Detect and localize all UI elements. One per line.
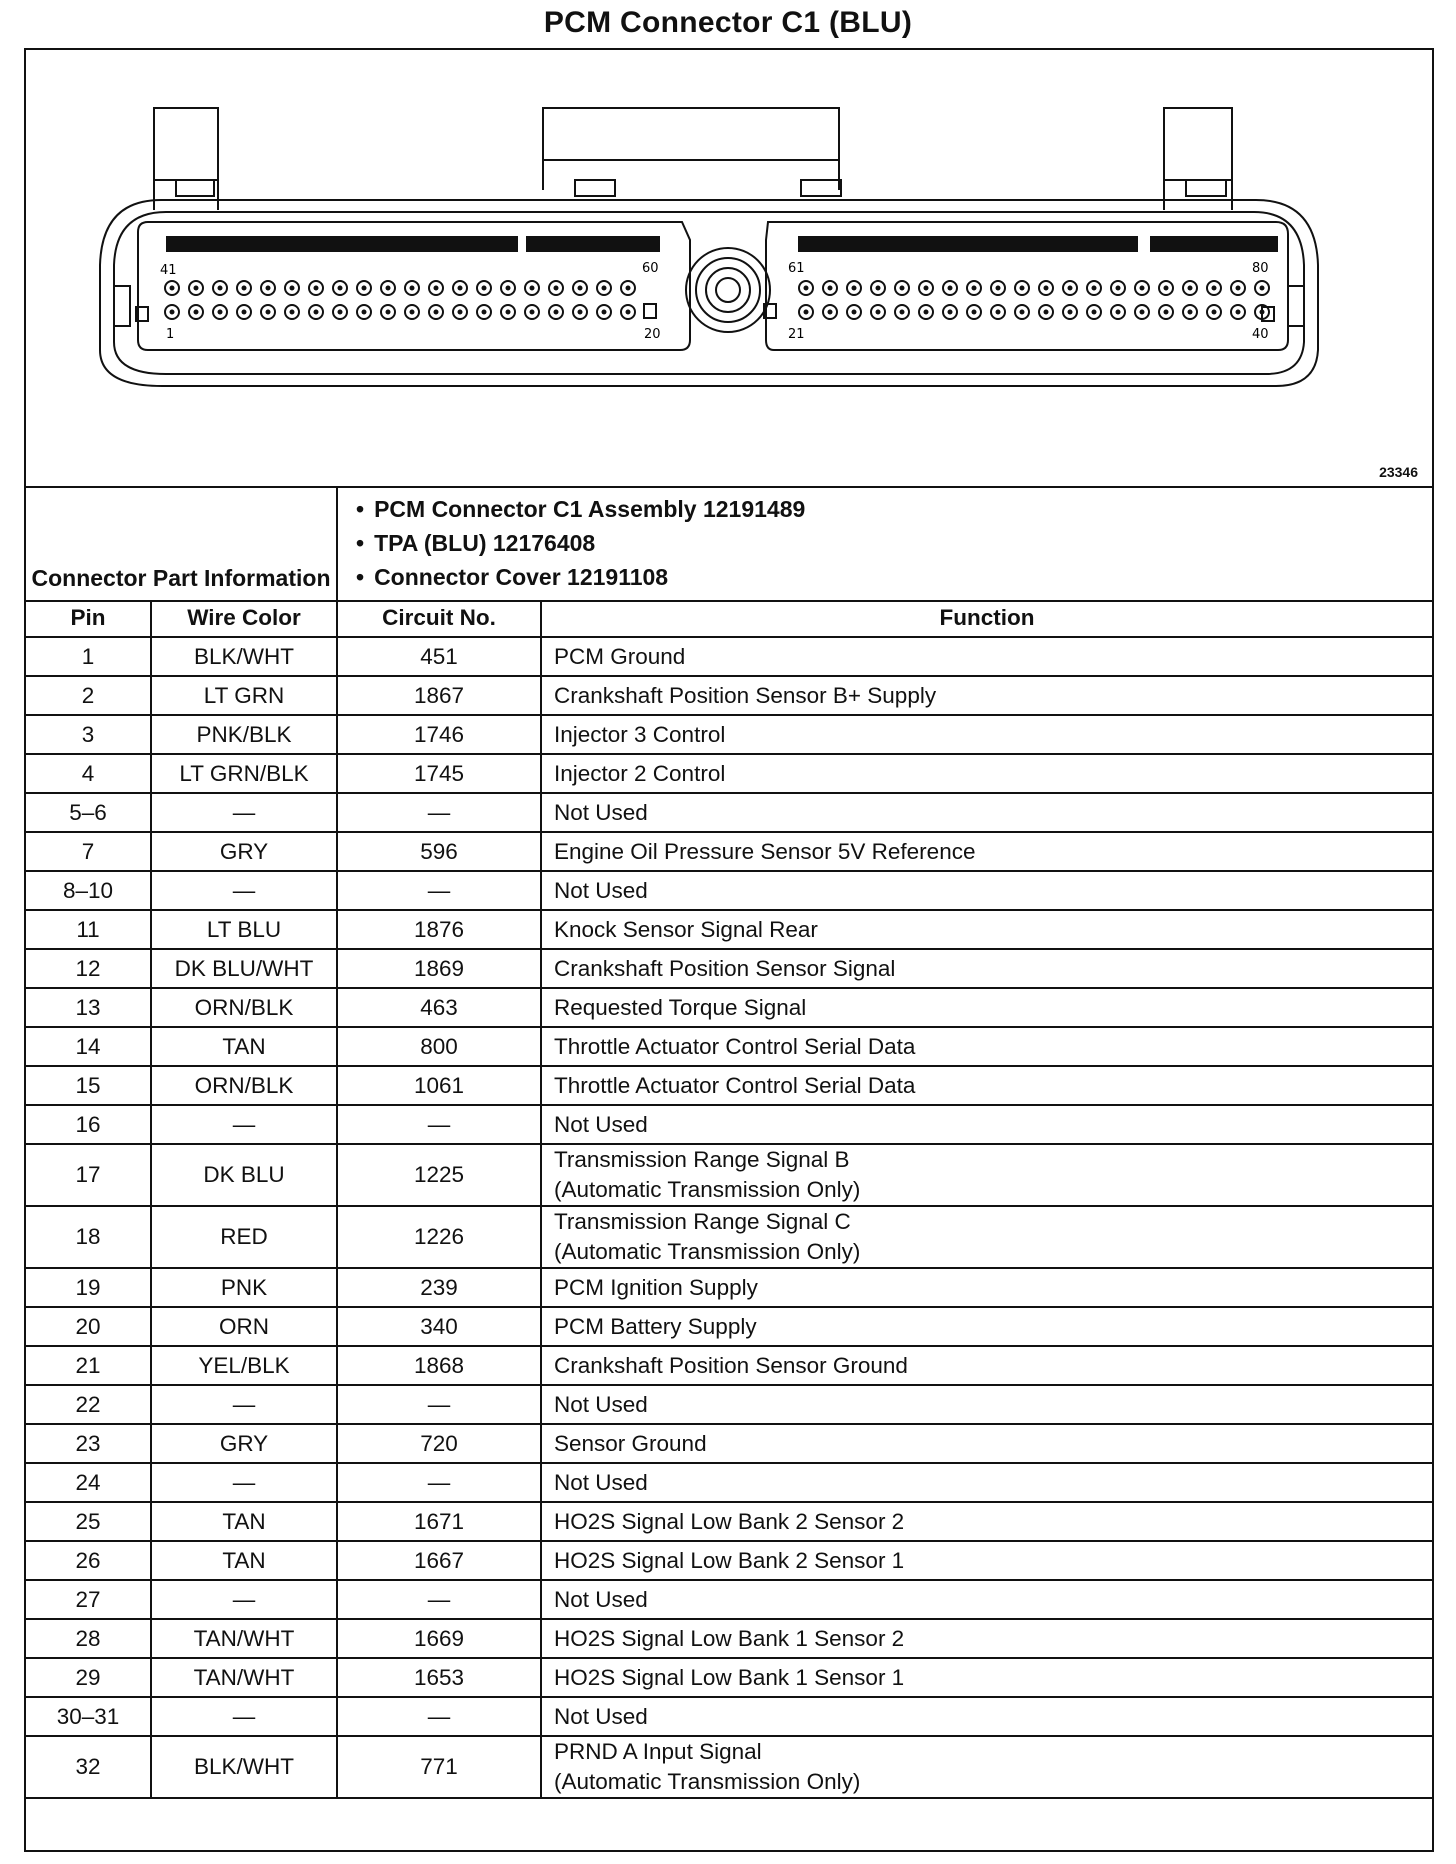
- pin-contact: [1020, 286, 1025, 291]
- circuit-cell: 596: [337, 832, 541, 871]
- function-cell: [541, 1580, 1432, 1619]
- pin-contact: [290, 286, 295, 291]
- pin-contact: [828, 286, 833, 291]
- wire-color-cell: LT GRN/BLK: [151, 754, 337, 793]
- wire-color-cell: ORN: [151, 1307, 337, 1346]
- table-row: [26, 1307, 1432, 1346]
- pin-cell: 8–10: [26, 871, 151, 910]
- pin-contact: [170, 310, 175, 315]
- function-cell: [541, 754, 1432, 793]
- circuit-cell: 1869: [337, 949, 541, 988]
- function-text: PRND A Input Signal: [554, 1739, 762, 1764]
- pin-contact: [1092, 286, 1097, 291]
- pin-cell: 12: [26, 949, 151, 988]
- function-cell: [541, 910, 1432, 949]
- pin-contact: [1212, 286, 1217, 291]
- pin-contact: [602, 310, 607, 315]
- pin-cell: 15: [26, 1066, 151, 1105]
- wire-color-cell: ORN/BLK: [151, 988, 337, 1027]
- pin-contact: [1068, 286, 1073, 291]
- pin-cell: 32: [26, 1736, 151, 1798]
- function-text: Not Used: [554, 1587, 648, 1612]
- pin-cell: 23: [26, 1424, 151, 1463]
- pin-contact: [314, 310, 319, 315]
- pin-cell: 14: [26, 1027, 151, 1066]
- wire-color-cell: BLK/WHT: [151, 1736, 337, 1798]
- pin-cell: 19: [26, 1268, 151, 1307]
- part-info-item: • Connector Cover 12191108: [356, 560, 805, 594]
- pin-contact: [506, 286, 511, 291]
- table-row: [26, 1658, 1432, 1697]
- table-row: [26, 871, 1432, 910]
- function-text: Throttle Actuator Control Serial Data: [554, 1073, 916, 1098]
- wire-color-cell: PNK: [151, 1268, 337, 1307]
- function-text: Not Used: [554, 1392, 648, 1417]
- function-text: HO2S Signal Low Bank 1 Sensor 2: [554, 1626, 905, 1651]
- function-text: Throttle Actuator Control Serial Data: [554, 1034, 916, 1059]
- function-text: Transmission Range Signal C: [554, 1209, 851, 1234]
- function-cell: [541, 1268, 1432, 1307]
- pin-contact: [876, 286, 881, 291]
- table-row: [26, 1736, 1432, 1798]
- pin-cell: 20: [26, 1307, 151, 1346]
- pin-cell: 5–6: [26, 793, 151, 832]
- table-row: [26, 1027, 1432, 1066]
- header-pin: Pin: [26, 600, 151, 637]
- function-cell: [541, 1541, 1432, 1580]
- table-row: [26, 1424, 1432, 1463]
- pin-contact: [1188, 310, 1193, 315]
- pin-cell: 1: [26, 637, 151, 676]
- pin-contact: [1140, 310, 1145, 315]
- pin-contact: [876, 310, 881, 315]
- pin-cell: 21: [26, 1346, 151, 1385]
- wire-color-cell: GRY: [151, 1424, 337, 1463]
- part-info-item: • TPA (BLU) 12176408: [356, 526, 805, 560]
- wire-color-cell: TAN: [151, 1027, 337, 1066]
- table-row: [26, 1105, 1432, 1144]
- pin-contact: [900, 286, 905, 291]
- wire-color-cell: —: [151, 1697, 337, 1736]
- circuit-cell: 1746: [337, 715, 541, 754]
- function-cell: [541, 1424, 1432, 1463]
- function-text: Not Used: [554, 878, 648, 903]
- circuit-cell: 1867: [337, 676, 541, 715]
- pin-contact: [626, 310, 631, 315]
- part-info-list: [356, 492, 805, 594]
- table-row: [26, 1144, 1432, 1206]
- pin-contact: [948, 286, 953, 291]
- circuit-cell: —: [337, 871, 541, 910]
- function-text: HO2S Signal Low Bank 1 Sensor 1: [554, 1665, 905, 1690]
- table-row: [26, 1619, 1432, 1658]
- pin-contact: [1068, 310, 1073, 315]
- pin-contact: [410, 286, 415, 291]
- pin-contact: [362, 286, 367, 291]
- circuit-cell: 1669: [337, 1619, 541, 1658]
- function-cell: [541, 1144, 1432, 1206]
- pin-contact: [1116, 286, 1121, 291]
- pin-cell: 28: [26, 1619, 151, 1658]
- circuit-cell: 1667: [337, 1541, 541, 1580]
- pin-contact: [266, 286, 271, 291]
- pin-label-20: 20: [644, 327, 661, 342]
- circuit-cell: 1745: [337, 754, 541, 793]
- circuit-cell: 720: [337, 1424, 541, 1463]
- function-text: PCM Battery Supply: [554, 1314, 757, 1339]
- pin-contact: [1188, 286, 1193, 291]
- wire-color-cell: TAN: [151, 1541, 337, 1580]
- pin-contact: [626, 286, 631, 291]
- table-row: [26, 1502, 1432, 1541]
- pin-cell: 13: [26, 988, 151, 1027]
- pin-contact: [314, 286, 319, 291]
- pin-contact: [996, 286, 1001, 291]
- function-text: Not Used: [554, 1470, 648, 1495]
- pin-contact: [972, 286, 977, 291]
- function-cell: [541, 1027, 1432, 1066]
- pin-contact: [362, 310, 367, 315]
- pin-contact: [242, 286, 247, 291]
- function-cell: [541, 949, 1432, 988]
- function-text: Transmission Range Signal B: [554, 1147, 850, 1172]
- circuit-cell: 239: [337, 1268, 541, 1307]
- pin-cell: 26: [26, 1541, 151, 1580]
- pin-label-61: 61: [788, 261, 805, 276]
- connector-table-frame: [24, 48, 1434, 1852]
- wire-color-cell: TAN: [151, 1502, 337, 1541]
- figure-number: 23346: [1379, 464, 1418, 480]
- pin-contact: [900, 310, 905, 315]
- circuit-cell: —: [337, 793, 541, 832]
- circuit-cell: —: [337, 1385, 541, 1424]
- pin-contact: [852, 310, 857, 315]
- function-cell: [541, 1697, 1432, 1736]
- circuit-cell: 463: [337, 988, 541, 1027]
- pin-contact: [924, 310, 929, 315]
- pin-contact: [170, 286, 175, 291]
- function-cell: [541, 1736, 1432, 1798]
- pin-contact: [804, 310, 809, 315]
- pin-contact: [530, 310, 535, 315]
- wire-color-cell: DK BLU: [151, 1144, 337, 1206]
- table-row: [26, 1580, 1432, 1619]
- function-text: PCM Ground: [554, 644, 686, 669]
- pin-contact: [338, 310, 343, 315]
- pin-contact: [1044, 286, 1049, 291]
- function-text: Sensor Ground: [554, 1431, 707, 1456]
- function-text: Injector 3 Control: [554, 722, 726, 747]
- wire-color-cell: LT GRN: [151, 676, 337, 715]
- pin-contact: [434, 310, 439, 315]
- pin-cell: 3: [26, 715, 151, 754]
- function-text: Not Used: [554, 800, 648, 825]
- function-text: Knock Sensor Signal Rear: [554, 917, 818, 942]
- function-text: Crankshaft Position Sensor Ground: [554, 1353, 908, 1378]
- page-title: PCM Connector C1 (BLU): [543, 6, 913, 39]
- function-cell: [541, 871, 1432, 910]
- table-row: [26, 637, 1432, 676]
- header-wire-color: Wire Color: [151, 600, 337, 637]
- wire-color-cell: —: [151, 871, 337, 910]
- pin-contact: [948, 310, 953, 315]
- function-note: (Automatic Transmission Only): [554, 1239, 861, 1264]
- wire-color-cell: YEL/BLK: [151, 1346, 337, 1385]
- circuit-cell: 1226: [337, 1206, 541, 1268]
- function-cell: [541, 1066, 1432, 1105]
- function-cell: [541, 637, 1432, 676]
- table-row: [26, 949, 1432, 988]
- header-function: Function: [541, 600, 1432, 637]
- pin-contact: [266, 310, 271, 315]
- wire-color-cell: PNK/BLK: [151, 715, 337, 754]
- pin-cell: 16: [26, 1105, 151, 1144]
- pin-contact: [1164, 286, 1169, 291]
- pin-contact: [1260, 310, 1265, 315]
- pin-contact: [218, 310, 223, 315]
- table-row: [26, 1385, 1432, 1424]
- function-text: Crankshaft Position Sensor B+ Supply: [554, 683, 937, 708]
- pin-contact: [1116, 310, 1121, 315]
- table-row: [26, 793, 1432, 832]
- wire-color-cell: RED: [151, 1206, 337, 1268]
- pin-cell: 22: [26, 1385, 151, 1424]
- pin-contact: [804, 286, 809, 291]
- pin-cell: 17: [26, 1144, 151, 1206]
- pin-contact: [852, 286, 857, 291]
- pin-cell: 18: [26, 1206, 151, 1268]
- pin-label-80: 80: [1252, 261, 1269, 276]
- function-cell: [541, 1658, 1432, 1697]
- pin-contact: [410, 310, 415, 315]
- circuit-cell: 1225: [337, 1144, 541, 1206]
- pin-contact: [386, 310, 391, 315]
- function-cell: [541, 1463, 1432, 1502]
- pin-contact: [972, 310, 977, 315]
- function-cell: [541, 1206, 1432, 1268]
- function-cell: [541, 1307, 1432, 1346]
- connector-part-info: [26, 488, 1432, 602]
- pin-cell: 25: [26, 1502, 151, 1541]
- function-cell: [541, 1619, 1432, 1658]
- connector-drawing: [26, 50, 1432, 486]
- pin-cell: 30–31: [26, 1697, 151, 1736]
- pin-label-60: 60: [642, 261, 659, 276]
- wire-color-cell: —: [151, 793, 337, 832]
- circuit-cell: —: [337, 1697, 541, 1736]
- pin-cell: 7: [26, 832, 151, 871]
- pin-cell: 24: [26, 1463, 151, 1502]
- circuit-cell: —: [337, 1463, 541, 1502]
- pin-cell: 4: [26, 754, 151, 793]
- pin-contact: [1236, 286, 1241, 291]
- pin-contact: [458, 286, 463, 291]
- pin-contact: [996, 310, 1001, 315]
- wire-color-cell: DK BLU/WHT: [151, 949, 337, 988]
- connector-diagram: [26, 50, 1432, 488]
- function-text: Not Used: [554, 1112, 648, 1137]
- pin-contact: [290, 310, 295, 315]
- circuit-cell: 771: [337, 1736, 541, 1798]
- wire-color-cell: —: [151, 1463, 337, 1502]
- circuit-cell: —: [337, 1580, 541, 1619]
- pin-cell: 29: [26, 1658, 151, 1697]
- pin-contact: [924, 286, 929, 291]
- wire-color-cell: BLK/WHT: [151, 637, 337, 676]
- function-text: Crankshaft Position Sensor Signal: [554, 956, 896, 981]
- function-cell: [541, 1346, 1432, 1385]
- pin-contact: [554, 310, 559, 315]
- function-text: HO2S Signal Low Bank 2 Sensor 2: [554, 1509, 905, 1534]
- function-cell: [541, 1105, 1432, 1144]
- table-row: [26, 1066, 1432, 1105]
- table-row: [26, 676, 1432, 715]
- circuit-cell: 800: [337, 1027, 541, 1066]
- pin-contact: [1212, 310, 1217, 315]
- wire-color-cell: ORN/BLK: [151, 1066, 337, 1105]
- pin-cell: 11: [26, 910, 151, 949]
- wire-color-cell: TAN/WHT: [151, 1619, 337, 1658]
- wire-color-cell: LT BLU: [151, 910, 337, 949]
- pin-contact: [242, 310, 247, 315]
- pin-label-41: 41: [160, 263, 177, 278]
- pin-cell: 2: [26, 676, 151, 715]
- circuit-cell: 1671: [337, 1502, 541, 1541]
- pin-contact: [338, 286, 343, 291]
- pin-contact: [218, 286, 223, 291]
- wire-color-cell: —: [151, 1385, 337, 1424]
- pin-contact: [578, 286, 583, 291]
- pin-contact: [554, 286, 559, 291]
- function-cell: [541, 676, 1432, 715]
- wire-color-cell: —: [151, 1105, 337, 1144]
- function-text: PCM Ignition Supply: [554, 1275, 758, 1300]
- pin-contact: [482, 310, 487, 315]
- pin-contact: [458, 310, 463, 315]
- pin-contact: [194, 286, 199, 291]
- pin-contact: [602, 286, 607, 291]
- pin-cell: 27: [26, 1580, 151, 1619]
- function-text: Injector 2 Control: [554, 761, 726, 786]
- table-row: [26, 1463, 1432, 1502]
- circuit-cell: 340: [337, 1307, 541, 1346]
- function-cell: [541, 1502, 1432, 1541]
- table-row: [26, 1541, 1432, 1580]
- pin-contact: [1260, 286, 1265, 291]
- circuit-cell: —: [337, 1105, 541, 1144]
- table-row: [26, 1268, 1432, 1307]
- function-note: (Automatic Transmission Only): [554, 1177, 861, 1202]
- pin-label-40: 40: [1252, 327, 1269, 342]
- pin-contact: [828, 310, 833, 315]
- function-cell: [541, 832, 1432, 871]
- pin-table: [26, 600, 1432, 1799]
- pin-contact: [1164, 310, 1169, 315]
- function-cell: [541, 1385, 1432, 1424]
- pin-contact: [1140, 286, 1145, 291]
- pin-contact: [578, 310, 583, 315]
- table-row: [26, 1697, 1432, 1736]
- part-info-label: Connector Part Information: [26, 488, 338, 600]
- table-row: [26, 715, 1432, 754]
- pin-contact: [194, 310, 199, 315]
- function-text: Not Used: [554, 1704, 648, 1729]
- pin-contact: [506, 310, 511, 315]
- circuit-cell: 1653: [337, 1658, 541, 1697]
- function-text: Engine Oil Pressure Sensor 5V Reference: [554, 839, 976, 864]
- pin-label-1: 1: [166, 327, 175, 342]
- function-text: HO2S Signal Low Bank 2 Sensor 1: [554, 1548, 905, 1573]
- part-info-item: • PCM Connector C1 Assembly 12191489: [356, 492, 805, 526]
- function-note: (Automatic Transmission Only): [554, 1769, 861, 1794]
- function-cell: [541, 793, 1432, 832]
- function-cell: [541, 988, 1432, 1027]
- wire-color-cell: —: [151, 1580, 337, 1619]
- header-circuit-no: Circuit No.: [337, 600, 541, 637]
- pin-contact: [1236, 310, 1241, 315]
- circuit-cell: 451: [337, 637, 541, 676]
- pin-contact: [482, 286, 487, 291]
- pin-contact: [1092, 310, 1097, 315]
- table-row: [26, 1346, 1432, 1385]
- circuit-cell: 1876: [337, 910, 541, 949]
- table-row: [26, 832, 1432, 871]
- function-text: Requested Torque Signal: [554, 995, 807, 1020]
- function-cell: [541, 715, 1432, 754]
- pin-contact: [1020, 310, 1025, 315]
- table-row: [26, 910, 1432, 949]
- pin-contact: [1044, 310, 1049, 315]
- pin-contact: [530, 286, 535, 291]
- wire-color-cell: GRY: [151, 832, 337, 871]
- table-row: [26, 988, 1432, 1027]
- pin-contact: [386, 286, 391, 291]
- pin-contact: [434, 286, 439, 291]
- pin-label-21: 21: [788, 327, 805, 342]
- wire-color-cell: TAN/WHT: [151, 1658, 337, 1697]
- circuit-cell: 1868: [337, 1346, 541, 1385]
- table-row: [26, 1206, 1432, 1268]
- table-row: [26, 754, 1432, 793]
- circuit-cell: 1061: [337, 1066, 541, 1105]
